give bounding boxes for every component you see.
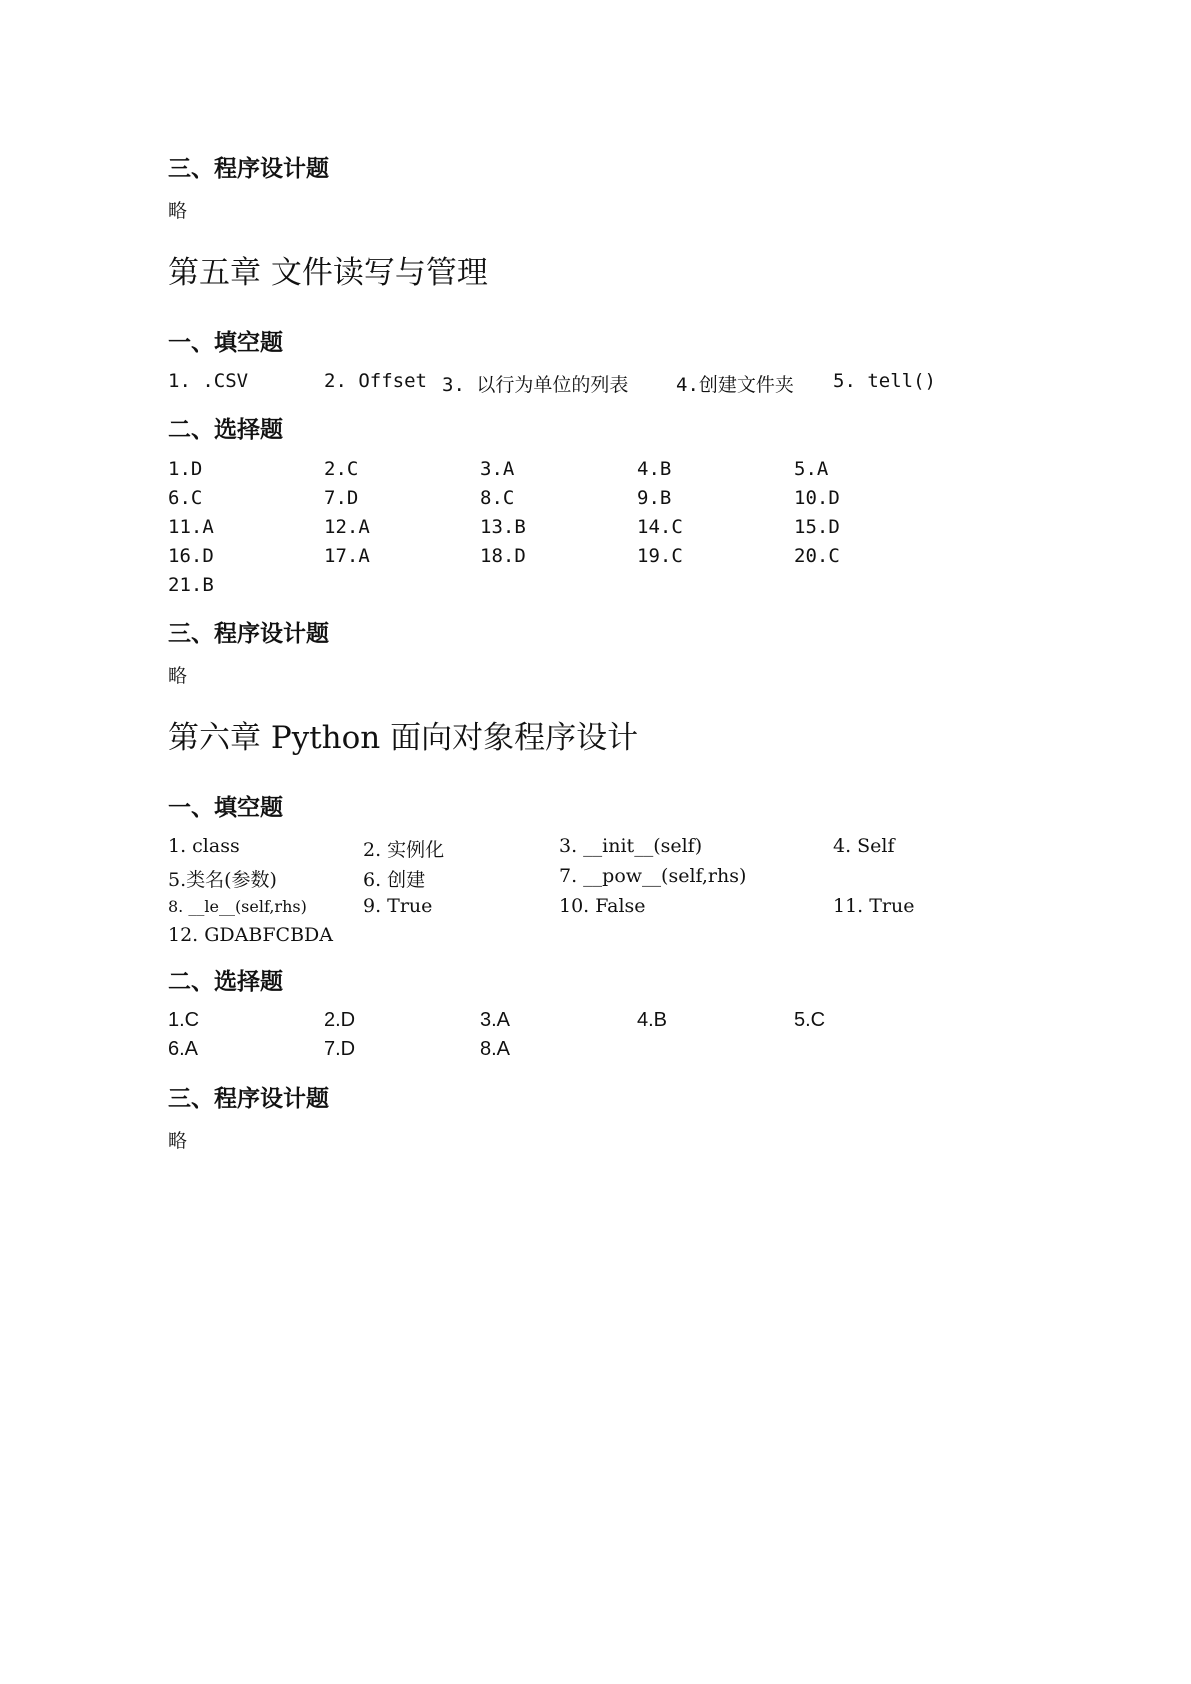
ch5-choice-answer: 12.A bbox=[324, 516, 370, 538]
ch6-fill-answer: 12. GDABFCBDA bbox=[168, 924, 333, 946]
ch5-fill-answer: 1. .CSV bbox=[168, 370, 249, 392]
ch6-fill-answer: 8. __le__(self,rhs) bbox=[168, 897, 307, 916]
ch6-fill-answer: 1. class bbox=[168, 835, 240, 857]
ch5-choice-answer: 19.C bbox=[637, 545, 683, 567]
ch6-fill-answer: 6. 创建 bbox=[363, 869, 426, 891]
ch5-choice-answer: 1.D bbox=[168, 458, 203, 480]
ch5-fill-heading: 一、填空题 bbox=[168, 330, 283, 356]
ch6-program-heading: 三、程序设计题 bbox=[168, 1086, 329, 1112]
ch6-choice-answer: 8.A bbox=[480, 1038, 511, 1060]
ch5-choice-answer: 21.B bbox=[168, 574, 214, 596]
ch6-choice-heading: 二、选择题 bbox=[168, 969, 283, 995]
ch6-fill-answer: 7. __pow__(self,rhs) bbox=[559, 865, 747, 887]
program-answer: 略 bbox=[168, 200, 188, 222]
ch6-choice-answer: 1.C bbox=[168, 1009, 200, 1031]
ch5-choice-answer: 11.A bbox=[168, 516, 214, 538]
ch6-program-answer: 略 bbox=[168, 1130, 188, 1152]
ch5-fill-answer: 2. Offset bbox=[324, 370, 427, 392]
ch5-choice-answer: 17.A bbox=[324, 545, 370, 567]
ch5-choice-answer: 2.C bbox=[324, 458, 359, 480]
ch5-program-answer: 略 bbox=[168, 665, 188, 687]
ch6-fill-heading: 一、填空题 bbox=[168, 795, 283, 821]
ch5-choice-heading: 二、选择题 bbox=[168, 417, 283, 443]
ch5-fill-answer: 3. 以行为单位的列表 bbox=[442, 374, 629, 396]
ch5-choice-answer: 8.C bbox=[480, 487, 515, 509]
ch6-fill-answer: 3. __init__(self) bbox=[559, 835, 703, 857]
ch5-choice-answer: 10.D bbox=[794, 487, 840, 509]
ch5-program-heading: 三、程序设计题 bbox=[168, 621, 329, 647]
ch5-fill-answer: 4.创建文件夹 bbox=[676, 374, 794, 396]
ch6-fill-answer: 10. False bbox=[559, 895, 646, 917]
chapter-6-title: 第六章 Python 面向对象程序设计 bbox=[168, 720, 639, 756]
ch5-choice-answer: 4.B bbox=[637, 458, 672, 480]
ch5-fill-answer: 5. tell() bbox=[833, 370, 936, 392]
ch5-choice-answer: 6.C bbox=[168, 487, 203, 509]
ch6-fill-answer: 5.类名(参数) bbox=[168, 869, 277, 891]
ch6-fill-answer: 11. True bbox=[833, 895, 915, 917]
ch6-fill-answer: 4. Self bbox=[833, 835, 895, 857]
ch5-choice-answer: 18.D bbox=[480, 545, 526, 567]
ch5-choice-answer: 3.A bbox=[480, 458, 515, 480]
ch6-choice-answer: 6.A bbox=[168, 1038, 199, 1060]
ch5-choice-answer: 15.D bbox=[794, 516, 840, 538]
ch5-choice-answer: 16.D bbox=[168, 545, 214, 567]
ch6-choice-answer: 3.A bbox=[480, 1009, 511, 1031]
ch6-choice-answer: 5.C bbox=[794, 1009, 826, 1031]
ch5-choice-answer: 9.B bbox=[637, 487, 672, 509]
chapter-5-title: 第五章 文件读写与管理 bbox=[168, 255, 488, 291]
section-heading-program: 三、程序设计题 bbox=[168, 156, 329, 182]
ch6-choice-answer: 2.D bbox=[324, 1009, 356, 1031]
ch6-fill-answer: 9. True bbox=[363, 895, 433, 917]
ch6-fill-answer: 2. 实例化 bbox=[363, 839, 445, 861]
ch5-choice-answer: 20.C bbox=[794, 545, 840, 567]
ch5-choice-answer: 7.D bbox=[324, 487, 359, 509]
ch5-choice-answer: 5.A bbox=[794, 458, 829, 480]
ch5-choice-answer: 14.C bbox=[637, 516, 683, 538]
ch6-choice-answer: 7.D bbox=[324, 1038, 356, 1060]
ch5-choice-answer: 13.B bbox=[480, 516, 526, 538]
ch6-choice-answer: 4.B bbox=[637, 1009, 668, 1031]
